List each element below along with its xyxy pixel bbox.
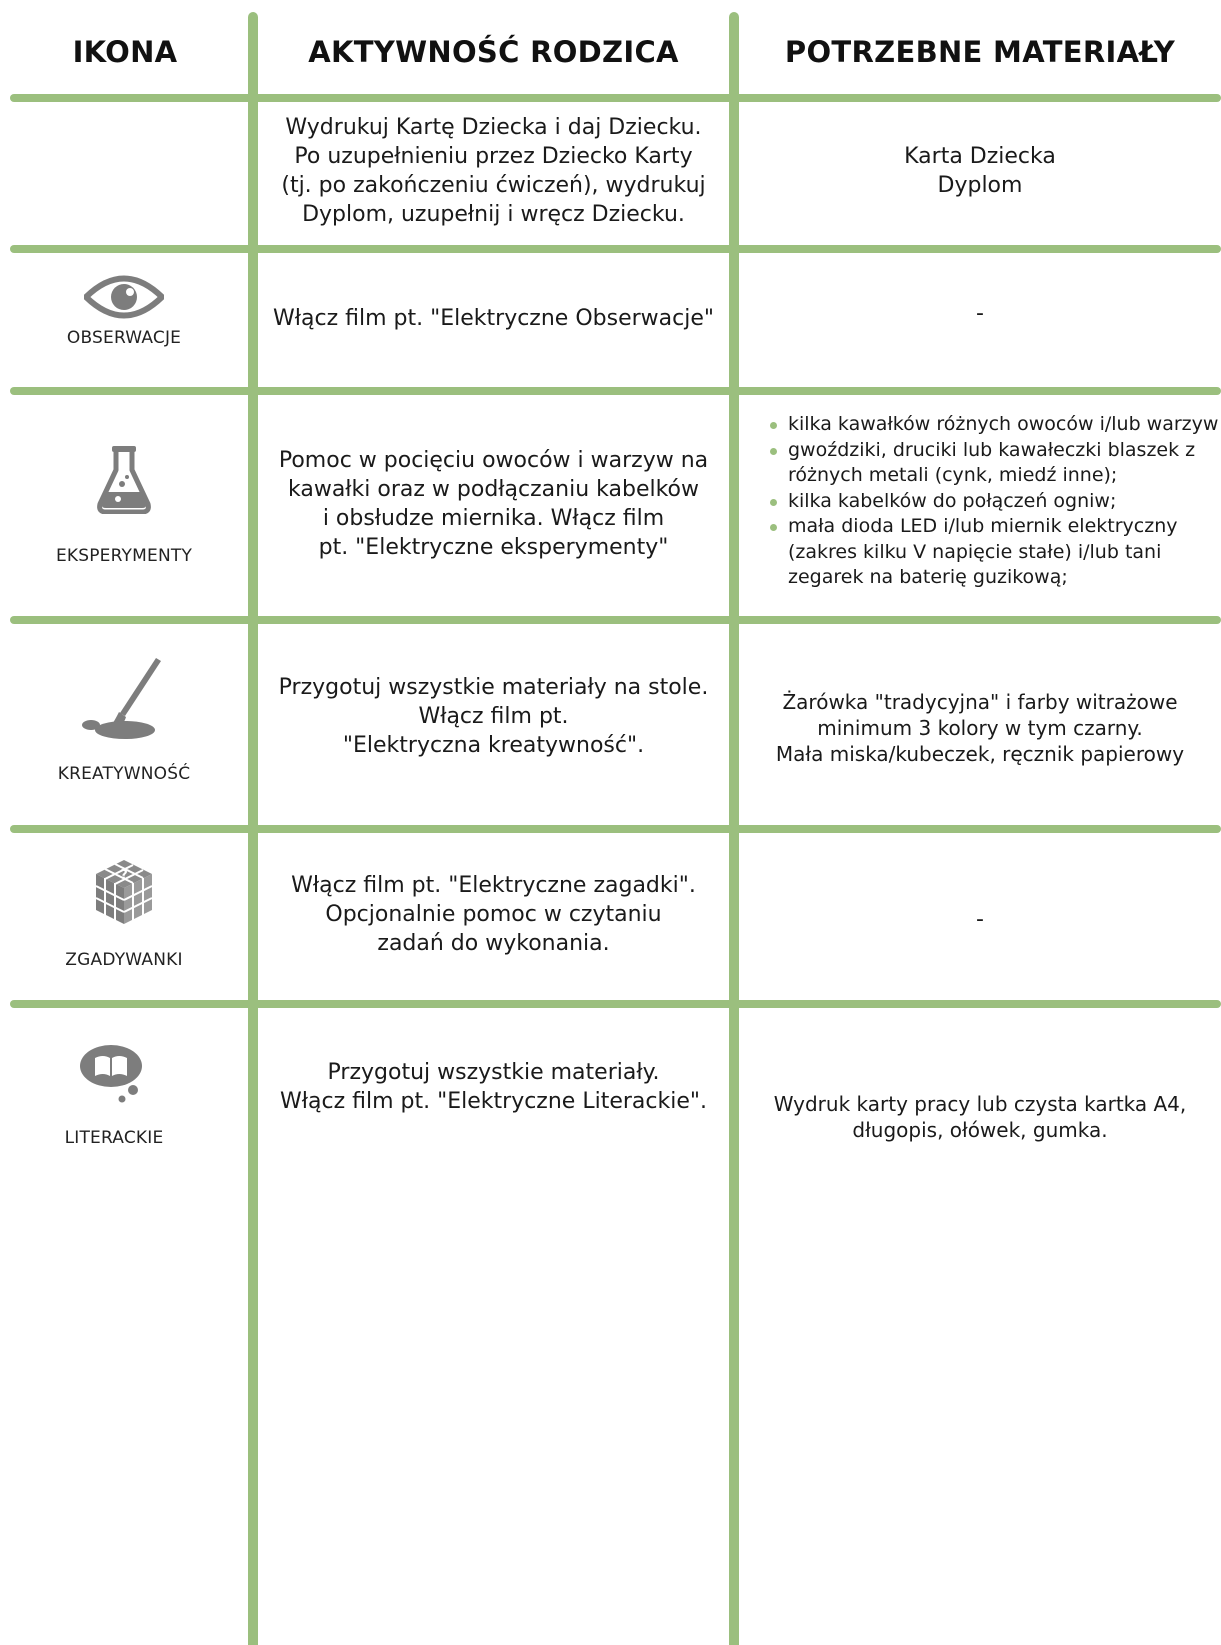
list-item-line: kilka kabelków do połączeń ogniw; [788,489,1117,512]
list-item-line: zegarek na baterię guzikową; [788,566,1068,588]
row-divider [10,616,1221,624]
activity-cell-2: Włącz film pt. "Elektryczne Obserwacje" [273,305,714,331]
activity-cell-3: Pomoc w pocięciu owoców i warzyw na kawałki oraz w podłączaniu kabelków i obsłudze miernika. Włącz film pt. "Elektryczne eksperymenty" [278,448,709,560]
materials-cell-1: Karta Dziecka Dyplom [904,144,1056,198]
list-item-line: (zakres kilku V napięcie stałe) i/lub tani [788,540,1162,563]
flask-icon [96,444,152,514]
row-divider [10,245,1221,253]
icon-cell-experiments [10,444,238,566]
icon-label-riddles: ZGADYWANKI [65,950,183,970]
row-divider [10,387,1221,395]
icon-cell-literary [0,1044,228,1148]
book-thought-icon [79,1044,149,1106]
icon-label-creativity: KREATYWNOŚĆ [57,764,191,784]
row-divider [10,825,1221,833]
materials-cell-6: Wydruk karty pracy lub czysta kartka A4, długopis, ołówek, gumka. [773,1092,1187,1142]
list-item-line: kilka kawałków różnych owoców i/lub warzyw [788,413,1219,435]
activity-cell-6: Przygotuj wszystkie materiały. Włącz film pt. "Elektryczne Literackie". [280,1060,707,1114]
icon-label-experiments: EKSPERYMENTY [55,546,193,566]
activity-cell-5: Włącz film pt. "Elektryczne zagadki". Opcjonalnie pomoc w czytaniu zadań do wykonania. [291,873,696,956]
list-item [768,412,1221,438]
icon-label-literary: LITERACKIE [64,1128,164,1148]
icon-cell-riddles [10,858,238,970]
list-item [768,514,1221,591]
header-activity: AKTYWNOŚĆ RODZICA [308,35,679,69]
materials-cell-4: Żarówka "tradycyjna" i farby witrażowe minimum 3 kolory w tym czarny. Mała miska/kubeczek, ręcznik papierowy [775,690,1185,766]
list-item [768,438,1221,489]
list-item-line: różnych metali (cynk, miedź inne); [788,464,1118,486]
svg-text:?: ? [120,868,128,883]
activity-cell-1: Wydrukuj Kartę Dziecka i daj Dziecku. Po uzupełnieniu przez Dziecko Karty (tj. po zakończeniu ćwiczeń), wydrukuj Dyplom, uzupełnij i wręcz Dziecku. [281,115,706,227]
row-divider [10,94,1221,102]
eye-icon [84,272,164,322]
icon-label-observations: OBSERWACJE [66,328,182,348]
materials-cell-5: - [976,907,984,932]
list-item-line: mała dioda LED i/lub miernik elektryczny [788,515,1178,537]
header-materials: POTRZEBNE MATERIAŁY [784,35,1176,69]
paintbrush-icon [81,656,167,740]
list-item [768,489,1221,515]
materials-cell-2: - [976,300,984,326]
puzzle-cube-icon [92,858,156,926]
header-icon: IKONA [72,35,178,69]
activity-cell-4: Przygotuj wszystkie materiały na stole. Włącz film pt. "Elektryczna kreatywność". [278,674,709,758]
icon-cell-creativity [10,656,238,784]
icon-cell-observations [10,272,238,348]
list-item-line: gwoździki, druciki lub kawałeczki blaszek z [788,438,1196,461]
materials-list-3 [768,412,1221,591]
